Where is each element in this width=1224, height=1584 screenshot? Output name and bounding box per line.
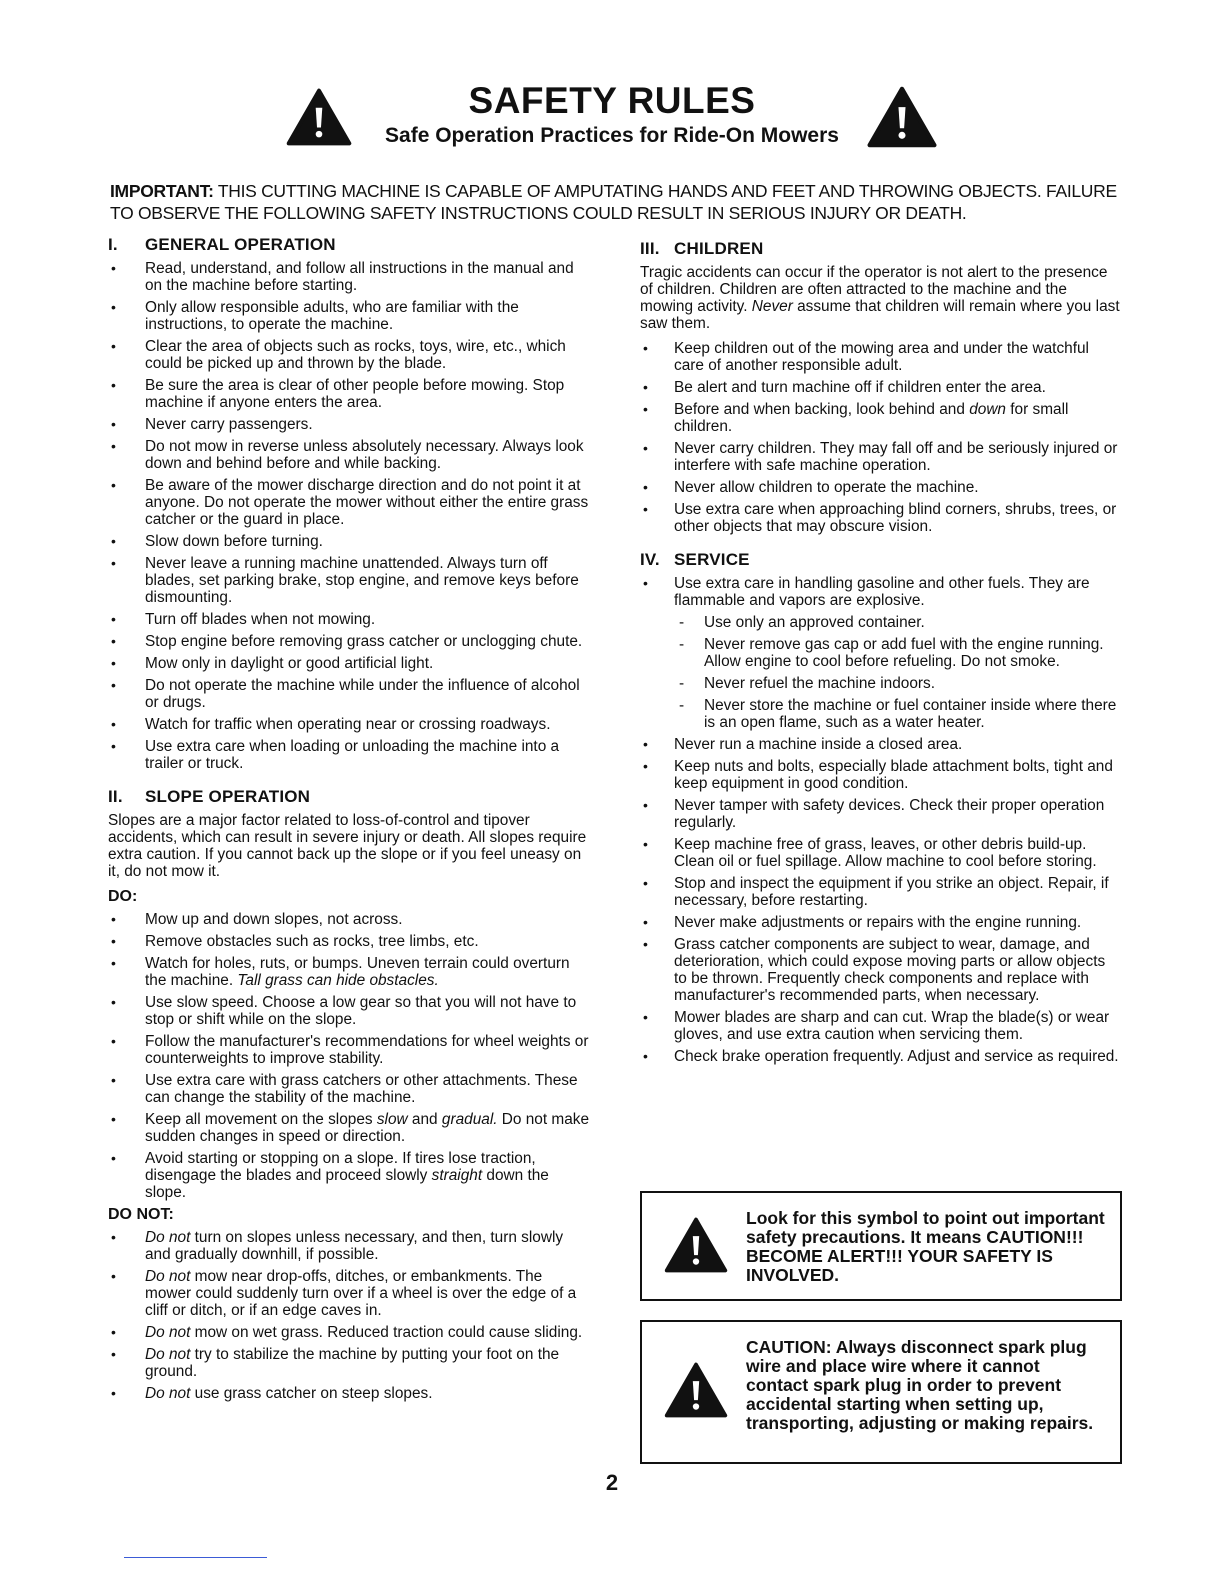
list-item: • Do not mow in reverse unless absolutely necessary. Always look down and behind before and while backing. bbox=[108, 438, 592, 472]
list-item: • Keep children out of the mowing area and under the watchful care of another responsible adult. bbox=[640, 340, 1122, 374]
list-item: • Only allow responsible adults, who are familiar with the instructions, to operate the machine. bbox=[108, 299, 592, 333]
list-item: • Never allow children to operate the machine. bbox=[640, 479, 1122, 496]
list-item: • Before and when backing, look behind and down for small children. bbox=[640, 401, 1122, 435]
list-item: • Clear the area of objects such as rocks, toys, wire, etc., which could be picked up and thrown by the blade. bbox=[108, 338, 592, 372]
list-item: • Never make adjustments or repairs with the engine running. bbox=[640, 914, 1122, 931]
list-item: • Mow up and down slopes, not across. bbox=[108, 911, 592, 928]
safety-symbol-notice-box bbox=[640, 1191, 1122, 1301]
page-title: SAFETY RULES bbox=[468, 80, 756, 121]
list-item: • Use extra care when approaching blind corners, shrubs, trees, or other objects that may obscure vision. bbox=[640, 501, 1122, 535]
do-not-label: DO NOT: bbox=[108, 1206, 174, 1223]
notice-text: Look for this symbol to point out important safety precautions. It means CAUTION!!! BECOME ALERT!!! YOUR SAFETY IS INVOLVED. bbox=[746, 1208, 1105, 1285]
list-item: • Do not mow near drop-offs, ditches, or embankments. The mower could suddenly turn over if a wheel is over the edge of a cliff or ditch, or if an edge caves in. bbox=[108, 1268, 592, 1319]
section-general-operation bbox=[108, 236, 592, 772]
slope-intro: Slopes are a major factor related to loss-of-control and tipover accidents, which can result in severe injury or death. All slopes require extra caution. If you cannot back up the slope or if you feel uneasy on it, do not mow it. bbox=[108, 812, 587, 880]
list-item: • Remove obstacles such as rocks, tree limbs, etc. bbox=[108, 933, 592, 950]
page-subtitle: Safe Operation Practices for Ride-On Mowers bbox=[385, 124, 839, 147]
section-service bbox=[640, 551, 1122, 1065]
children-intro: Tragic accidents can occur if the operator is not alert to the presence of children. Children are often attracted to the machine and the mowing activity. Never assume that children will remain where you last saw them. bbox=[640, 264, 1120, 332]
list-item: • Do not try to stabilize the machine by putting your foot on the ground. bbox=[108, 1346, 592, 1380]
sub-list-item: - Use only an approved container. bbox=[640, 614, 1122, 631]
list-item: • Be alert and turn machine off if children enter the area. bbox=[640, 379, 1122, 396]
list-item: • Use extra care with grass catchers or other attachments. These can change the stability of the machine. bbox=[108, 1072, 592, 1106]
sub-list-item: - Never remove gas cap or add fuel with the engine running. Allow engine to cool before refueling. Do not smoke. bbox=[640, 636, 1122, 670]
list-item: • Keep all movement on the slopes slow and gradual. Do not make sudden changes in speed or direction. bbox=[108, 1111, 592, 1145]
list-item: • Never carry children. They may fall off and be seriously injured or interfere with safe machine operation. bbox=[640, 440, 1122, 474]
section-heading: II. SLOPE OPERATION bbox=[108, 787, 311, 806]
list-item: • Watch for holes, ruts, or bumps. Uneven terrain could overturn the machine. Tall grass can hide obstacles. bbox=[108, 955, 592, 989]
left-column bbox=[108, 236, 592, 1418]
section-heading: III. CHILDREN bbox=[640, 239, 764, 258]
list-item: • Do not operate the machine while under the influence of alcohol or drugs. bbox=[108, 677, 592, 711]
section-children bbox=[640, 240, 1122, 535]
list-item: • Be aware of the mower discharge direction and do not point it at anyone. Do not operate the mower without either the entire grass catcher or the guard in place. bbox=[108, 477, 592, 528]
list-item: • Use slow speed. Choose a low gear so that you will not have to stop or shift while on the slope. bbox=[108, 994, 592, 1028]
list-item: • Never leave a running machine unattended. Always turn off blades, set parking brake, stop engine, and remove keys before dismounting. bbox=[108, 555, 592, 606]
list-item: • Use extra care in handling gasoline and other fuels. They are flammable and vapors are explosive. bbox=[640, 575, 1122, 609]
list-item: • Avoid starting or stopping on a slope. If tires lose traction, disengage the blades and proceed slowly straight down the slope. bbox=[108, 1150, 592, 1201]
important-notice bbox=[110, 180, 1120, 224]
important-text: THIS CUTTING MACHINE IS CAPABLE OF AMPUTATING HANDS AND FEET AND THROWING OBJECTS. FAILURE TO OBSERVE THE FOLLOWING SAFETY INSTRUCTIONS COULD RESULT IN SERIOUS INJURY OR DEATH. bbox=[110, 181, 1117, 223]
list-item: • Follow the manufacturer's recommendations for wheel weights or counterweights to improve stability. bbox=[108, 1033, 592, 1067]
list-item: • Read, understand, and follow all instructions in the manual and on the machine before starting. bbox=[108, 260, 592, 294]
list-item: • Never run a machine inside a closed area. bbox=[640, 736, 1122, 753]
list-item: • Grass catcher components are subject to wear, damage, and deterioration, which could expose moving parts or allow objects to be thrown. Frequently check components and replace with manufacturer's recommended parts, when necessary. bbox=[640, 936, 1122, 1004]
list-item: • Be sure the area is clear of other people before mowing. Stop machine if anyone enters the area. bbox=[108, 377, 592, 411]
warning-triangle-icon bbox=[866, 86, 938, 148]
list-item: • Never carry passengers. bbox=[108, 416, 592, 433]
right-column bbox=[640, 240, 1122, 1081]
list-item: • Slow down before turning. bbox=[108, 533, 592, 550]
page-number: 2 bbox=[605, 1470, 619, 1495]
list-item: • Use extra care when loading or unloading the machine into a trailer or truck. bbox=[108, 738, 592, 772]
caution-box bbox=[640, 1320, 1122, 1464]
list-item: • Mower blades are sharp and can cut. Wrap the blade(s) or wear gloves, and use extra caution when servicing them. bbox=[640, 1009, 1122, 1043]
caution-text: CAUTION: Always disconnect spark plug wire and place wire where it cannot contact spark plug in order to prevent accidental starting when setting up, transporting, adjusting or making repairs. bbox=[746, 1337, 1094, 1433]
important-label: IMPORTANT: bbox=[110, 181, 214, 201]
list-item: • Stop engine before removing grass catcher or unclogging chute. bbox=[108, 633, 592, 650]
sub-list-item: - Never store the machine or fuel container inside where there is an open flame, such as a water heater. bbox=[640, 697, 1122, 731]
list-item: • Check brake operation frequently. Adjust and service as required. bbox=[640, 1048, 1122, 1065]
list-item: • Mow only in daylight or good artificial light. bbox=[108, 655, 592, 672]
warning-triangle-icon bbox=[664, 1217, 728, 1273]
service-list bbox=[640, 575, 1122, 1065]
children-list bbox=[640, 340, 1122, 535]
list-item: • Keep nuts and bolts, especially blade attachment bolts, tight and keep equipment in good condition. bbox=[640, 758, 1122, 792]
list-item: • Do not mow on wet grass. Reduced traction could cause sliding. bbox=[108, 1324, 592, 1341]
list-item: • Keep machine free of grass, leaves, or other debris build-up. Clean oil or fuel spillage. Allow machine to cool before storing. bbox=[640, 836, 1122, 870]
warning-triangle-icon bbox=[664, 1362, 728, 1418]
list-item: • Do not turn on slopes unless necessary, and then, turn slowly and gradually downhill, if possible. bbox=[108, 1229, 592, 1263]
general-operation-list bbox=[108, 260, 592, 772]
list-item: • Do not use grass catcher on steep slopes. bbox=[108, 1385, 592, 1402]
do-not-list bbox=[108, 1229, 592, 1402]
sub-list-item: - Never refuel the machine indoors. bbox=[640, 675, 1122, 692]
list-item: • Never tamper with safety devices. Check their proper operation regularly. bbox=[640, 797, 1122, 831]
section-slope-operation bbox=[108, 788, 592, 1402]
section-heading: I. GENERAL OPERATION bbox=[108, 235, 336, 254]
footer-divider bbox=[124, 1557, 267, 1558]
list-item: • Stop and inspect the equipment if you strike an object. Repair, if necessary, before restarting. bbox=[640, 875, 1122, 909]
do-label: DO: bbox=[108, 888, 138, 905]
page-header bbox=[0, 80, 1224, 160]
list-item: • Watch for traffic when operating near or crossing roadways. bbox=[108, 716, 592, 733]
section-heading: IV. SERVICE bbox=[640, 550, 750, 569]
list-item: • Turn off blades when not mowing. bbox=[108, 611, 592, 628]
do-list bbox=[108, 911, 592, 1201]
